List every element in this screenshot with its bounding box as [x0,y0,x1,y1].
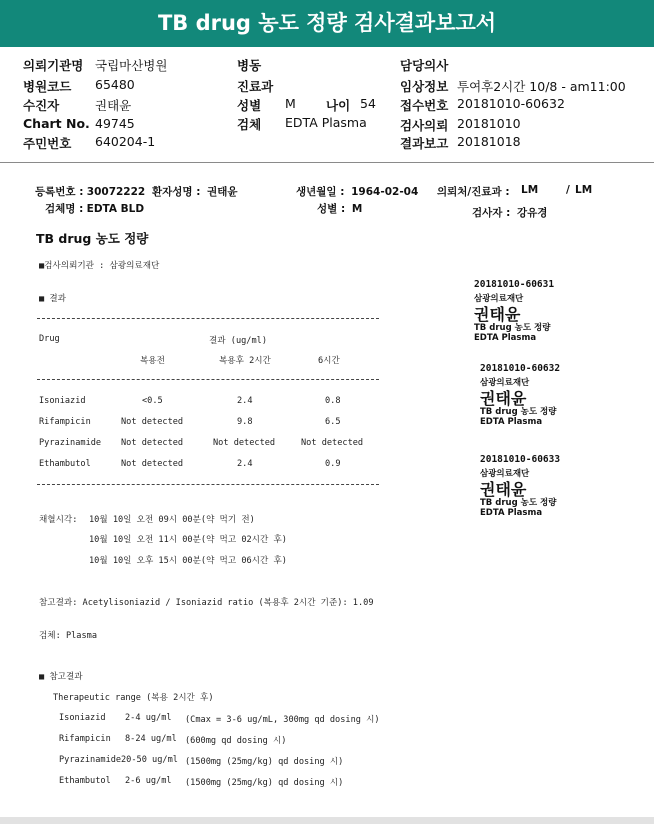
dept-value: LM [521,184,539,196]
table-header-drug: Drug [39,334,60,344]
range-drug: Ethambutol [59,776,111,786]
header-value-resident-no: 640204-1 [95,134,156,149]
patient-name-value: 권태윤 [207,186,238,198]
header-label-request-date: 검사의뢰 [400,118,449,133]
table-cell: <0.5 [142,396,163,406]
table-subheader-6h: 6시간 [318,356,340,366]
label-test: TB drug 농도 정량 [474,323,551,333]
bottom-strip [0,817,654,824]
range-value: 20-50 ug/ml [121,755,178,765]
specimen-name [45,201,144,216]
header-value-receipt-no: 20181010-60632 [457,96,565,111]
dept [437,184,510,199]
range-value: 2-4 ug/ml [125,713,172,723]
table-row-drug: Ethambutol [39,459,91,469]
header-value-age: 54 [360,96,376,111]
patient-name-label: 환자성명 : [152,186,201,198]
specimen-name-value: EDTA BLD [86,203,145,215]
header-label-patient: 수진자 [23,98,60,113]
header-value-request-date: 20181010 [457,116,521,131]
date-of-birth [296,184,418,199]
label-patient-name: 권태윤 [474,305,521,324]
reference-heading: ■ 참고결과 [39,672,83,682]
header-label-department: 진료과 [237,79,274,94]
label-patient-name: 권태윤 [480,389,527,408]
range-note: (Cmax = 3-6 ug/mL, 300mg qd dosing 시) [185,715,380,725]
tester-value: 강유경 [516,207,548,219]
range-drug: Isoniazid [59,713,106,723]
table-rule-bottom [37,484,379,485]
dept-separator: / [566,184,570,196]
table-row-drug: Pyrazinamide [39,438,102,448]
header-value-chart-no: 49745 [95,116,135,131]
header-label-hospital-code: 병원코드 [23,79,72,94]
header-label-sex: 성별 [237,98,262,113]
tester-label: 검사자 : [472,207,511,219]
header-label-clinical-info: 임상정보 [400,79,449,94]
label-specimen: EDTA Plasma [480,417,543,427]
result-heading: ■ 결과 [39,294,66,304]
range-value: 8-24 ug/ml [125,734,177,744]
label-org: 삼광의료재단 [480,378,530,388]
header-label-receipt-no: 접수번호 [400,98,449,113]
header-value-sex: M [285,96,296,111]
table-cell: Not detected [301,438,364,448]
header-divider [0,162,654,163]
table-cell: 0.9 [325,459,341,469]
table-cell: 2.4 [237,459,253,469]
header-label-specimen: 검체 [237,117,262,132]
sex-value: M [351,203,363,215]
table-rule-top [37,318,379,319]
table-cell: 6.5 [325,417,341,427]
label-test: TB drug 농도 정량 [480,407,557,417]
reg-no-label: 등록번호 : [35,186,84,198]
header-value-hospital-code: 65480 [95,77,135,92]
label-org: 삼광의료재단 [474,294,524,304]
specimen-name-label: 검체명 : [45,203,84,215]
lab-line: ■검사의뢰기관 : 삼광의료재단 [39,261,160,271]
label-specimen: EDTA Plasma [474,333,537,343]
label-patient-name: 권태윤 [480,480,527,499]
specimen-label-3 [474,448,609,526]
dept-value-2: LM [575,184,593,196]
specimen-note: 검체: Plasma [39,631,97,641]
patient-name [152,184,238,199]
specimen-label-1 [468,273,603,351]
table-subheader-2h: 복용후 2시간 [219,356,271,366]
header-label-hospital: 의뢰기관명 [23,58,84,73]
section-title: TB drug 농도 정량 [36,231,149,246]
header-label-chart-no: Chart No. [23,116,90,131]
label-id: 20181010-60633 [480,454,561,465]
range-note: (1500mg (25mg/kg) qd dosing 시) [185,778,344,788]
header-label-doctor: 담당의사 [400,58,449,73]
header-label-resident-no: 주민번호 [23,136,72,151]
table-row-drug: Isoniazid [39,396,86,406]
therapeutic-range-title: Therapeutic range (복용 2시간 후) [53,693,214,703]
header-value-hospital: 국립마산병원 [95,58,168,73]
label-specimen: EDTA Plasma [480,508,543,518]
label-id: 20181010-60632 [480,363,561,374]
dept-label: 의뢰처/진료과 : [437,186,510,198]
dob-value: 1964-02-04 [351,186,419,198]
table-cell: Not detected [121,459,184,469]
sampling-time: 10월 10일 오전 11시 00분(약 먹고 02시간 후) [89,535,287,545]
table-rule-mid [37,379,379,380]
reg-no [35,184,145,199]
table-header-result: 결과 (ug/ml) [209,336,267,346]
range-note: (600mg qd dosing 시) [185,736,287,746]
header-value-clinical-info: 투여후2시간 10/8 - am11:00 [457,79,626,94]
dob-label: 생년월일 : [296,186,345,198]
table-subheader-before: 복용전 [140,356,165,366]
header-value-report-date: 20181018 [457,134,521,149]
header-label-report-date: 결과보고 [400,136,449,151]
label-id: 20181010-60631 [474,279,555,290]
tester [472,205,547,220]
label-org: 삼광의료재단 [480,469,530,479]
table-cell: 9.8 [237,417,253,427]
sampling-label: 채혈시각: [39,515,78,525]
table-cell: 0.8 [325,396,341,406]
table-cell: Not detected [121,417,184,427]
reference-result: 참고결과: Acetylisoniazid / Isoniazid ratio (복용후 2시간 기준): 1.09 [39,598,374,608]
table-cell: 2.4 [237,396,253,406]
header-value-patient: 권태윤 [95,98,132,113]
table-row-drug: Rifampicin [39,417,91,427]
header-label-ward: 병동 [237,58,262,73]
sex [317,201,362,216]
sampling-time: 10월 10일 오전 09시 00분(약 먹기 전) [89,515,255,525]
label-test: TB drug 농도 정량 [480,498,557,508]
range-note: (1500mg (25mg/kg) qd dosing 시) [185,757,344,767]
report-title: TB drug 농도 정량 검사결과보고서 [0,0,654,47]
range-drug: Rifampicin [59,734,111,744]
sex-label: 성별 : [317,203,346,215]
table-cell: Not detected [213,438,276,448]
header-value-specimen: EDTA Plasma [285,115,367,130]
reg-no-value: 30072222 [86,186,146,198]
range-value: 2-6 ug/ml [125,776,172,786]
table-cell: Not detected [121,438,184,448]
range-drug: Pyrazinamide [59,755,122,765]
specimen-label-2 [474,357,609,435]
header-label-age: 나이 [326,98,351,113]
sampling-time: 10월 10일 오후 15시 00분(약 먹고 06시간 후) [89,556,287,566]
